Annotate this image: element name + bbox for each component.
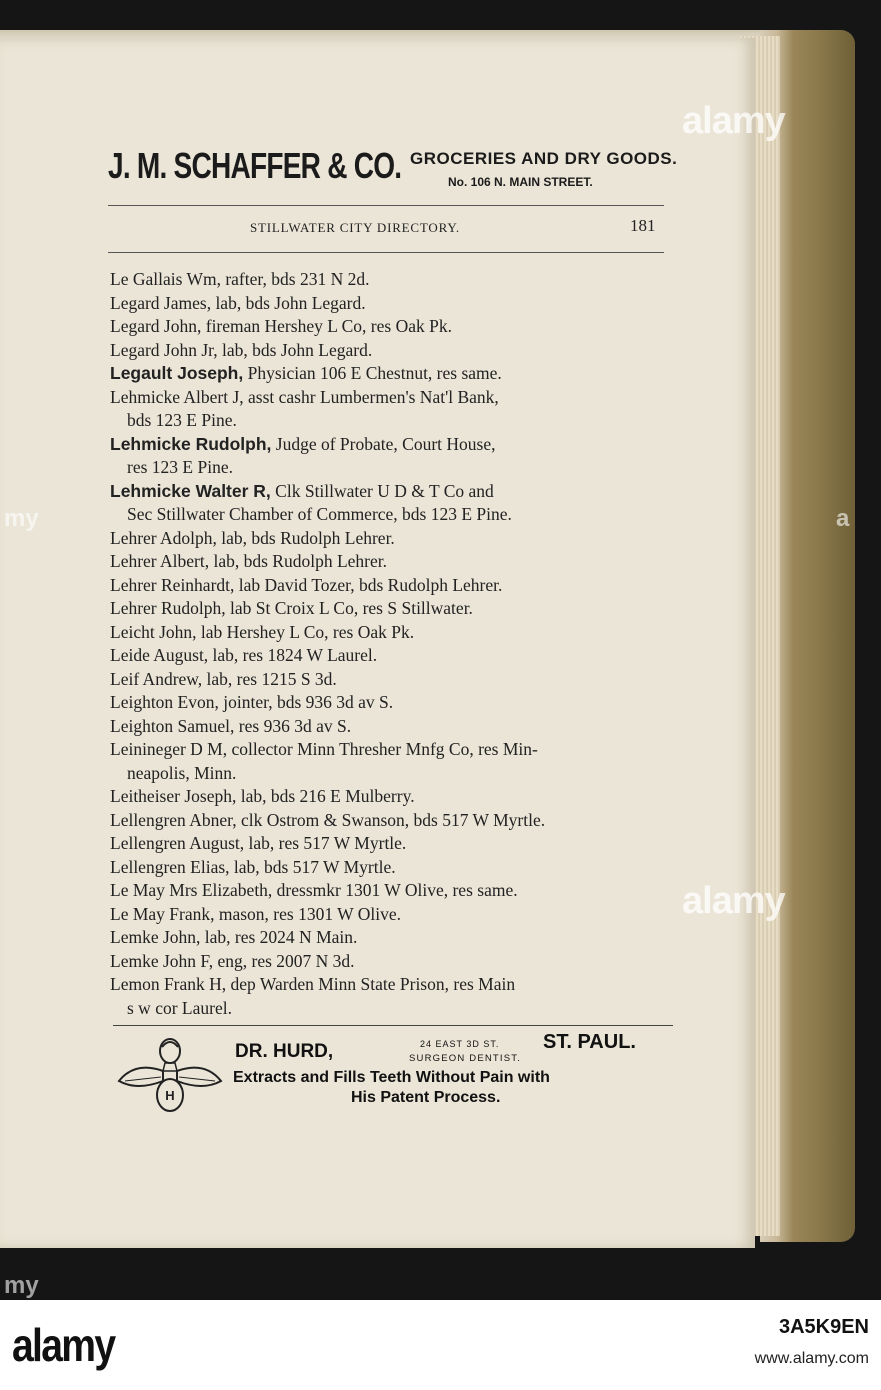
- entry-text: Clk Stillwater U D & T Co and: [270, 480, 494, 501]
- entry-text: Lellengren Abner, clk Ostrom & Swanson, bds 517 W Myrtle.: [110, 809, 546, 830]
- ad-slogan-line-1: Extracts and Fills Teeth Without Pain with: [233, 1069, 550, 1086]
- directory-entry: [110, 315, 675, 339]
- directory-entry: [110, 809, 675, 833]
- directory-entry: [110, 292, 675, 316]
- page-number: 181: [630, 216, 656, 235]
- directory-entry: [110, 832, 675, 856]
- ad-slogan-line-2: His Patent Process.: [351, 1089, 501, 1106]
- entry-name-bold: Legault Joseph,: [110, 363, 244, 383]
- entry-name-bold: Lehmicke Rudolph,: [110, 433, 272, 454]
- header-rule: [108, 205, 664, 206]
- entry-continuation: bds 123 E Pine.: [127, 410, 237, 430]
- entry-text: Lemke John F, eng, res 2007 N 3d.: [110, 950, 355, 971]
- emblem-letter: H: [165, 1088, 175, 1103]
- entry-text: Leighton Samuel, res 936 3d av S.: [110, 715, 352, 736]
- entry-text: Leighton Evon, jointer, bds 936 3d av S.: [110, 692, 394, 712]
- watermark: alamy: [682, 100, 785, 142]
- entry-text: Lehrer Albert, lab, bds Rudolph Lehrer.: [110, 551, 388, 571]
- watermark: my: [4, 1272, 39, 1299]
- ad-rule: [113, 1025, 673, 1026]
- directory-entry: [110, 527, 675, 551]
- stock-footer: [0, 1300, 881, 1390]
- entry-text: Lehrer Rudolph, lab St Croix L Co, res S Stillwater.: [110, 598, 473, 618]
- entry-text: Lehrer Adolph, lab, bds Rudolph Lehrer.: [110, 527, 395, 548]
- entry-text: Lemon Frank H, dep Warden Minn State Prison, res Main: [110, 974, 516, 994]
- directory-entry: [110, 926, 675, 950]
- directory-entry: [110, 574, 675, 598]
- entry-continuation: neapolis, Minn.: [127, 762, 237, 783]
- watermark: my: [4, 505, 39, 532]
- entry-text: Leicht John, lab Hershey L Co, res Oak Pk.: [110, 621, 415, 642]
- directory-entry: [110, 715, 675, 739]
- ad-city: ST. PAUL.: [543, 1031, 636, 1053]
- entry-name-bold: Lehmicke Walter R,: [110, 480, 271, 501]
- entry-text: Leitheiser Joseph, lab, bds 216 E Mulberry.: [110, 786, 415, 806]
- directory-entry: [110, 386, 675, 433]
- entry-text: Le Gallais Wm, rafter, bds 231 N 2d.: [110, 269, 370, 289]
- entry-text: Legard James, lab, bds John Legard.: [110, 292, 366, 313]
- firm-goods: GROCERIES AND DRY GOODS.: [410, 149, 678, 168]
- entry-text: Le May Frank, mason, res 1301 W Olive.: [110, 903, 401, 924]
- footer-url: www.alamy.com: [754, 1350, 869, 1367]
- entry-text: Le May Mrs Elizabeth, dressmkr 1301 W Olive, res same.: [110, 880, 518, 900]
- directory-entry: [110, 903, 675, 927]
- entry-text: Leif Andrew, lab, res 1215 S 3d.: [110, 668, 337, 689]
- directory-entry: [110, 973, 675, 1020]
- footer-logo: alamy: [12, 1319, 115, 1371]
- advertisement: [113, 1025, 678, 1120]
- entry-text: Lellengren August, lab, res 517 W Myrtle.: [110, 833, 407, 853]
- entry-text: Judge of Probate, Court House,: [271, 433, 496, 454]
- entry-text: Legard John, fireman Hershey L Co, res Oak Pk.: [110, 316, 452, 336]
- ad-name: DR. HURD,: [235, 1041, 334, 1062]
- image-id: 3A5K9EN: [778, 1316, 869, 1338]
- directory-entry: [110, 879, 675, 903]
- directory-entry: [110, 433, 675, 480]
- watermark: alamy: [682, 880, 785, 922]
- directory-entry: [110, 738, 675, 785]
- entry-text: Leinineger D M, collector Minn Thresher Mnfg Co, res Min-: [110, 739, 538, 759]
- directory-entry: [110, 362, 675, 386]
- directory-entry: [110, 691, 675, 715]
- directory-entry: [110, 644, 675, 668]
- running-head-rule: [108, 252, 664, 253]
- directory-entry: [110, 621, 675, 645]
- directory-entry: [110, 950, 675, 974]
- directory-entry: [110, 268, 675, 292]
- entry-text: Legard John Jr, lab, bds John Legard.: [110, 339, 373, 360]
- entry-text: Lellengren Elias, lab, bds 517 W Myrtle.: [110, 856, 396, 877]
- entry-text: Physician 106 E Chestnut, res same.: [243, 363, 502, 383]
- firm-address: No. 106 N. MAIN STREET.: [448, 175, 593, 189]
- directory-entry: [110, 550, 675, 574]
- directory-entry: [110, 668, 675, 692]
- winged-dentist-icon: [115, 1037, 225, 1115]
- entry-text: Lehmicke Albert J, asst cashr Lumbermen's Nat'l Bank,: [110, 386, 499, 407]
- entry-continuation: res 123 E Pine.: [127, 457, 233, 477]
- ad-address: 24 EAST 3D ST.: [420, 1039, 500, 1049]
- directory-entry: [110, 856, 675, 880]
- directory-entry: [110, 480, 675, 527]
- directory-entry: [110, 785, 675, 809]
- directory-entry: [110, 597, 675, 621]
- ad-title: SURGEON DENTIST.: [409, 1053, 522, 1064]
- entry-text: Lemke John, lab, res 2024 N Main.: [110, 927, 358, 947]
- entry-text: Lehrer Reinhardt, lab David Tozer, bds Rudolph Lehrer.: [110, 574, 503, 595]
- directory-entries: [110, 268, 675, 1020]
- running-head: STILLWATER CITY DIRECTORY.: [250, 220, 460, 235]
- entry-continuation: Sec Stillwater Chamber of Commerce, bds 123 E Pine.: [127, 504, 512, 524]
- page-header: [108, 145, 678, 200]
- entry-text: Leide August, lab, res 1824 W Laurel.: [110, 645, 378, 665]
- entry-continuation: s w cor Laurel.: [127, 997, 232, 1018]
- directory-entry: [110, 339, 675, 363]
- watermark: a: [836, 505, 850, 532]
- firm-name: J. M. SCHAFFER & CO.: [108, 145, 402, 186]
